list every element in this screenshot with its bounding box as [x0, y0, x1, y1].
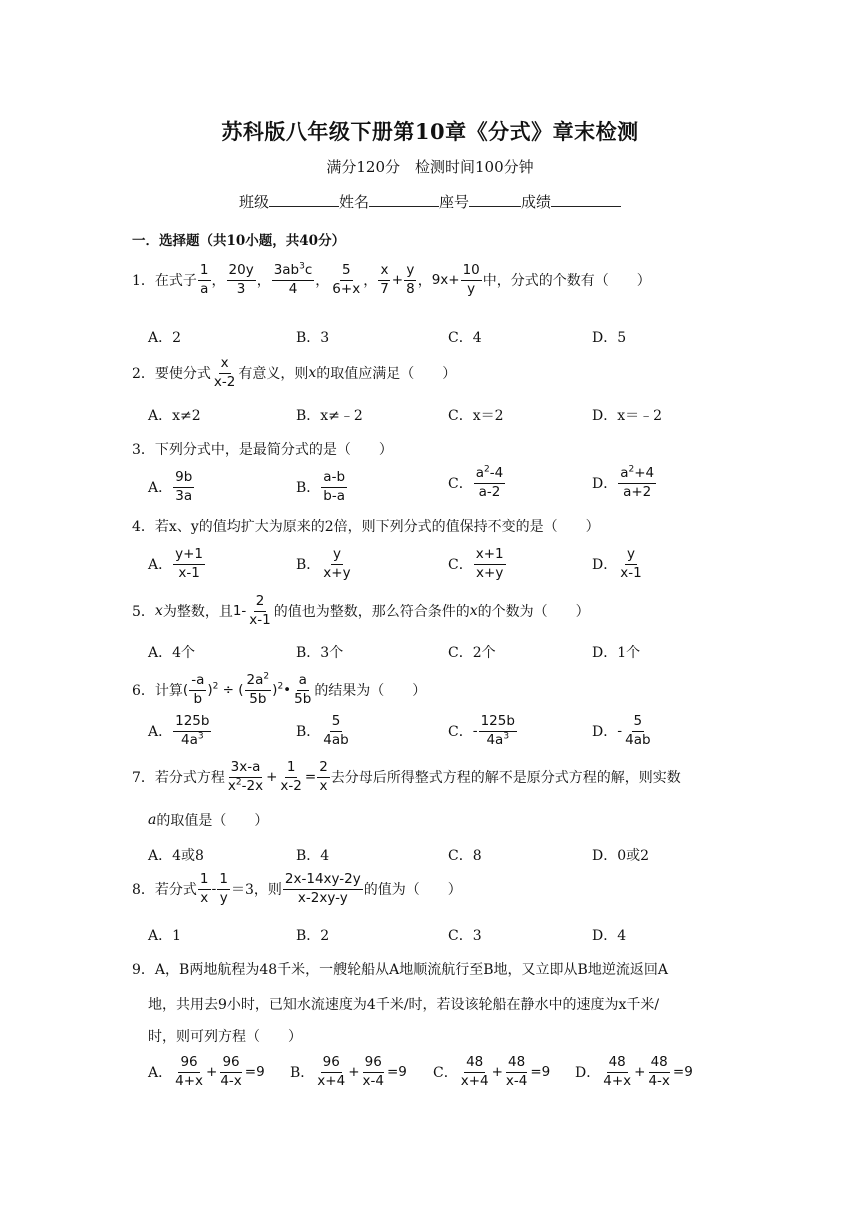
q6-option-b[interactable]: B． $\frac{5}{4ab}$: [296, 713, 349, 748]
section-heading: 一．选择题（共10小题，共40分）: [132, 233, 346, 249]
q4-option-b[interactable]: B． $\frac{y}{x+y}$: [296, 546, 351, 581]
name-blank: [369, 190, 439, 207]
q8-option-a[interactable]: A．1: [148, 928, 182, 944]
q8-condition: $\frac{1}{x}$: [199, 871, 209, 906]
q9-option-c[interactable]: C． $\frac{48}{x+4}$ + $\frac{48}{x-4}$ =9: [433, 1054, 551, 1089]
question-4: 4． 若x、y的值均扩大为原来的2倍，则下列分式的值保持不变的是（ ）: [132, 519, 600, 535]
page-title: 苏科版八年级下册第10章《分式》章末检测: [221, 119, 639, 144]
q2-option-d[interactable]: D．x＝﹣2: [592, 408, 663, 424]
q7-option-c[interactable]: C．8: [448, 848, 482, 864]
q1-expr-1: $\frac{1}{a}$: [199, 262, 209, 297]
q1-prefix: 在式子: [154, 273, 197, 290]
question-6: 6． 计算 ( $\frac{-a}{b}$ )$^2$ ÷ ( $\frac{2a^2}{5b}$ )$^2$• $\frac{a}{5b}$ 的结果为（ ）: [132, 671, 427, 707]
q9-line-3: 时，则可列方程（ ）: [148, 1029, 302, 1045]
seat-blank: [469, 190, 521, 207]
score-blank: [551, 190, 621, 207]
q6-expression: (: [182, 682, 189, 699]
question-1: 1． 在式子 $\frac{1}{a}$ ， $\frac{20y}{3}$ ， $\frac{3ab^3c}{4}$ ， $\frac{5}{6+x}$ ， $\frac{x}{7}$ + $\frac{y}{8}$ ， 9x+ $\frac{10}{y}$ 中，分式的个数有（ ）: [132, 261, 651, 297]
q9-option-a[interactable]: A． $\frac{96}{4+x}$ + $\frac{96}{4-x}$ =9: [148, 1054, 265, 1089]
q9-option-b[interactable]: B． $\frac{96}{x+4}$ + $\frac{96}{x-4}$ =9: [290, 1054, 407, 1089]
score-label: 成绩: [521, 193, 552, 211]
q7-line-2: a 的取值是（ ）: [148, 812, 269, 829]
q9-line-2: 地，共用去9小时，已知水流速度为4千米/时，若设该轮船在静水中的速度为x千米/: [148, 997, 660, 1013]
q2-option-b[interactable]: B．x≠﹣2: [296, 408, 363, 424]
q4-option-c[interactable]: C． $\frac{x+1}{x+y}$: [448, 546, 504, 581]
question-5: 5． x 为整数，且 1- $\frac{2}{x-1}$ 的值也为整数，那么符合条件的 x 的个数为（ ）: [132, 593, 590, 628]
q6-option-a[interactable]: A． $\frac{125b}{4a^3}$: [148, 713, 210, 748]
class-label: 班级: [238, 193, 269, 211]
q3-option-a[interactable]: A． $\frac{9b}{3a}$: [148, 469, 193, 504]
q6-option-d[interactable]: D． - $\frac{5}{4ab}$: [592, 713, 651, 748]
class-blank: [269, 190, 339, 207]
page-subtitle: 满分120分 检测时间100分钟: [326, 158, 534, 176]
q1-expr-4: $\frac{5}{6+x}$: [332, 262, 361, 297]
q2-option-c[interactable]: C．x＝2: [448, 408, 504, 424]
q1-expr-3: $\frac{3ab^3c}{4}$: [273, 261, 313, 297]
q2-option-a[interactable]: A．x≠2: [148, 408, 201, 424]
name-label: 姓名: [338, 193, 369, 211]
question-7: 7． 若分式方程 $\frac{3x-a}{x^2-2x}$ + $\frac{1}{x-2}$ = $\frac{2}{x}$ 去分母后所得整式方程的解不是原分式方程的解，则实数: [132, 759, 681, 794]
q1-expr-5: $\frac{x}{7}$: [380, 262, 389, 297]
q5-option-d[interactable]: D．1个: [592, 645, 641, 661]
q7-option-b[interactable]: B．4: [296, 848, 330, 864]
q1-option-d[interactable]: D．5: [592, 330, 627, 346]
q3-option-d[interactable]: D． $\frac{a^2+4}{a+2}$: [592, 464, 655, 500]
q7-option-d[interactable]: D．0或2: [592, 848, 650, 864]
q3-option-c[interactable]: C． $\frac{a^2-4}{a-2}$: [448, 464, 504, 500]
q5-option-a[interactable]: A．4个: [148, 645, 196, 661]
q8-target-fraction: $\frac{2x-14xy-2y}{x-2xy-y}$: [284, 871, 361, 906]
q1-expr-2: $\frac{20y}{3}$: [228, 262, 254, 297]
q5-option-b[interactable]: B．3个: [296, 645, 344, 661]
q1-option-c[interactable]: C．4: [448, 330, 482, 346]
question-2: 2． 要使分式 $\frac{x}{x-2}$ 有意义，则 x 的取值应满足（ ）: [132, 355, 457, 390]
q1-option-a[interactable]: A．2: [148, 330, 182, 346]
q1-number: 1．: [132, 273, 155, 290]
student-info-line: [0, 190, 860, 212]
q8-option-d[interactable]: D．4: [592, 928, 627, 944]
q5-expression: 1-: [232, 603, 247, 620]
seat-label: 座号: [439, 193, 470, 211]
q7-equation: $\frac{3x-a}{x^2-2x}$: [227, 759, 264, 794]
q8-option-b[interactable]: B．2: [296, 928, 330, 944]
q4-option-d[interactable]: D． $\frac{y}{x-1}$: [592, 546, 642, 581]
q4-option-a[interactable]: A． $\frac{y+1}{x-1}$: [148, 546, 204, 581]
q3-option-b[interactable]: B． $\frac{a-b}{b-a}$: [296, 469, 346, 504]
q1-option-b[interactable]: B．3: [296, 330, 330, 346]
q1-expr-6: 9x+: [431, 272, 460, 289]
q9-option-d[interactable]: D． $\frac{48}{4+x}$ + $\frac{48}{4-x}$ =9: [575, 1054, 693, 1089]
question-9: 9． A，B两地航程为48千米，一艘轮船从A地顺流航行至B地，又立即从B地逆流返回A: [132, 962, 668, 978]
question-8: 8． 若分式 $\frac{1}{x}$ - $\frac{1}{y}$ ＝3，则 $\frac{2x-14xy-2y}{x-2xy-y}$ 的值为（ ）: [132, 871, 462, 906]
q8-option-c[interactable]: C．3: [448, 928, 482, 944]
q6-option-c[interactable]: C． - $\frac{125b}{4a^3}$: [448, 713, 515, 748]
q2-fraction: $\frac{x}{x-2}$: [213, 355, 236, 390]
q7-option-a[interactable]: A．4或8: [148, 848, 204, 864]
question-3: 3． 下列分式中，是最简分式的是（ ）: [132, 442, 393, 458]
q1-suffix: 中，分式的个数有（ ）: [482, 273, 651, 290]
q5-option-c[interactable]: C．2个: [448, 645, 496, 661]
